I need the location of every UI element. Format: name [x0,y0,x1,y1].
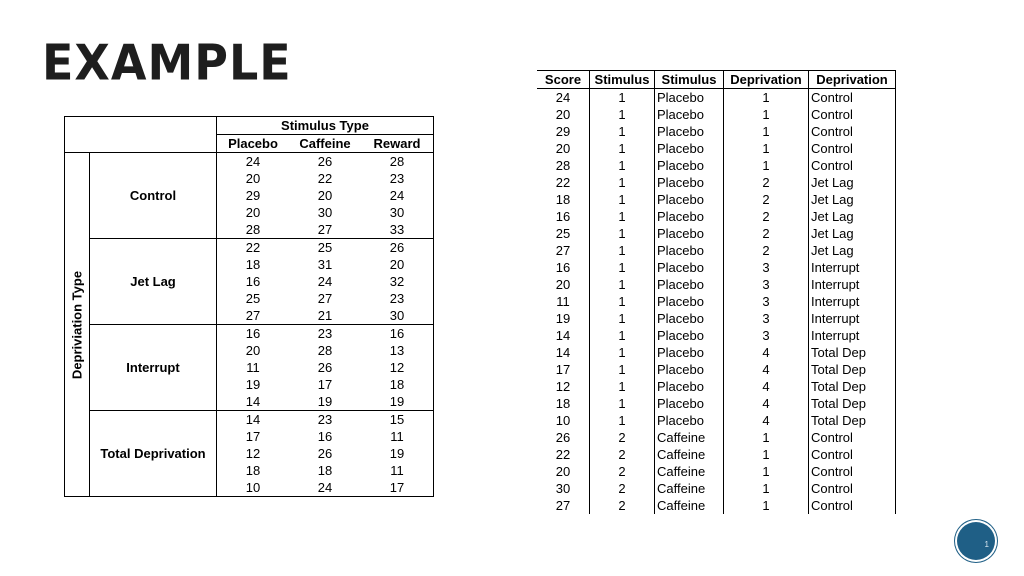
deprivation-code-cell: 4 [724,378,809,395]
score-cell: 25 [555,225,571,241]
crosstab-cell: 30 [317,205,333,220]
deprivation-code-cell: 1 [724,429,809,446]
stimulus-code-cell: 1 [590,123,655,140]
crosstab-cell: 17 [317,377,333,392]
table-row [537,242,896,259]
crosstab-cell: 18 [361,376,434,393]
crosstab-cell: 31 [317,257,333,272]
deprivation-name-cell: Control [809,429,896,446]
crosstab-cell: 27 [289,221,361,239]
crosstab-cell: 19 [361,393,434,411]
deprivation-name-cell: Control [809,140,896,157]
table-row [537,310,896,327]
crosstab-cell: 24 [289,479,361,497]
score-cell: 10 [555,412,571,428]
stimulus-code-cell: 1 [590,174,655,191]
stimulus-code-cell: 1 [590,140,655,157]
crosstab-cell: 14 [217,393,290,411]
score-cell: 29 [555,123,571,139]
stimulus-code-cell: 1 [590,344,655,361]
deprivation-name-cell: Total Dep [809,395,896,412]
stimulus-name-cell: Placebo [655,412,724,429]
crosstab-cell: 23 [317,326,333,341]
deprivation-code-cell: 3 [724,293,809,310]
crosstab-cell: 28 [317,343,333,358]
table-row [537,140,896,157]
crosstab-cell: 27 [217,307,290,325]
deprivation-code-cell: 1 [724,157,809,174]
crosstab-cell: 24 [317,274,333,289]
deprivation-name-cell: Control [809,446,896,463]
crosstab-cell: 24 [217,153,290,171]
table-row [537,497,896,514]
table-row [537,412,896,429]
crosstab-cell: 23 [361,170,434,187]
score-cell: 18 [555,395,571,411]
score-cell: 27 [555,242,571,258]
stimulus-name-cell: Placebo [655,344,724,361]
deprivation-name-cell: Jet Lag [809,191,896,208]
stimulus-name-cell: Caffeine [655,446,724,463]
score-cell: 30 [555,480,571,496]
stimulus-code-cell: 1 [590,378,655,395]
deprivation-code-cell: 2 [724,174,809,191]
crosstab-cell: 33 [361,221,434,239]
crosstab-cell: 21 [289,307,361,325]
table-row [537,344,896,361]
stimulus-code-cell: 1 [590,293,655,310]
deprivation-name-cell: Control [809,123,896,140]
deprivation-code-cell: 1 [724,106,809,123]
crosstab-cell: 26 [317,154,333,169]
deprivation-code-cell: 2 [724,225,809,242]
crosstab-cell: 19 [217,376,290,393]
crosstab-cell: 13 [361,342,434,359]
deprivation-code-cell: 3 [724,327,809,344]
crosstab-cell: 17 [361,479,434,497]
score-cell: 12 [555,378,571,394]
stimulus-name-cell: Placebo [655,106,724,123]
deprivation-name-cell: Control [809,157,896,174]
group-label-interrupt: Interrupt [90,325,217,411]
score-cell: 28 [555,157,571,173]
stimulus-code-cell: 1 [590,361,655,378]
score-cell: 22 [555,446,571,462]
score-cell: 16 [555,208,571,224]
score-cell: 20 [555,463,571,479]
stimulus-code-cell: 2 [590,463,655,480]
table-row [537,395,896,412]
deprivation-code-cell: 4 [724,361,809,378]
stimulus-code-cell: 2 [590,497,655,514]
long-format-table [537,70,896,514]
crosstab-cell: 15 [361,411,434,429]
table-row [537,378,896,395]
deprivation-name-cell: Jet Lag [809,174,896,191]
deprivation-code-cell: 2 [724,208,809,225]
crosstab-cell: 16 [217,325,290,343]
stimulus-code-cell: 1 [590,412,655,429]
stimulus-code-cell: 1 [590,157,655,174]
crosstab-cell: 19 [289,393,361,411]
stimulus-name-cell: Placebo [655,225,724,242]
deprivation-name-cell: Control [809,106,896,123]
stimulus-name-cell: Caffeine [655,463,724,480]
crosstab-cell: 19 [361,445,434,462]
deprivation-name-cell: Total Dep [809,412,896,429]
stimulus-name-cell: Placebo [655,174,724,191]
table-row [537,157,896,174]
deprivation-name-cell: Control [809,89,896,107]
crosstab-cell: 11 [361,428,434,445]
slide-title: EXAMPLE [42,34,292,92]
crosstab-cell: 18 [217,256,290,273]
deprivation-code-cell: 1 [724,463,809,480]
crosstab-cell: 18 [217,462,290,479]
deprivation-name-cell: Control [809,463,896,480]
crosstab-cell: 16 [317,429,333,444]
crosstab-cell: 22 [217,239,290,257]
score-cell: 16 [555,259,571,275]
stimulus-code-cell: 2 [590,429,655,446]
crosstab-col-header: Caffeine [289,135,361,153]
deprivation-name-cell: Interrupt [809,327,896,344]
deprivation-code-cell: 2 [724,242,809,259]
deprivation-code-cell: 1 [724,140,809,157]
col-header-deprivation-name: Deprivation [809,71,896,89]
stimulus-name-cell: Placebo [655,259,724,276]
crosstab-cell: 23 [317,412,333,427]
crosstab-cell: 10 [217,479,290,497]
crosstab-header-title: Stimulus Type [217,117,434,135]
crosstab-cell: 20 [217,170,290,187]
crosstab-cell: 20 [217,204,290,221]
deprivation-code-cell: 1 [724,123,809,140]
deprivation-code-cell: 1 [724,446,809,463]
stimulus-code-cell: 1 [590,89,655,107]
stimulus-code-cell: 1 [590,327,655,344]
table-row [537,276,896,293]
group-label-control: Control [90,153,217,239]
deprivation-code-cell: 4 [724,344,809,361]
table-row [537,208,896,225]
table-row [537,361,896,378]
crosstab-axis [65,153,90,497]
table-row [537,429,896,446]
table-row [537,293,896,310]
crosstab-cell: 25 [217,290,290,307]
corner-badge-icon [957,522,995,560]
table-row [537,225,896,242]
stimulus-code-cell: 1 [590,259,655,276]
group-label-total-deprivation: Total Deprivation [90,411,217,497]
deprivation-code-cell: 1 [724,497,809,514]
table-row [537,89,896,107]
stimulus-name-cell: Placebo [655,123,724,140]
score-cell: 26 [555,429,571,445]
stimulus-name-cell: Placebo [655,191,724,208]
crosstab-cell: 30 [361,307,434,325]
axis-label-deprivation: Depriviation Type [69,270,85,379]
score-cell: 17 [555,361,571,377]
stimulus-code-cell: 1 [590,310,655,327]
stimulus-name-cell: Placebo [655,208,724,225]
crosstab-cell: 20 [317,188,333,203]
table-row [537,327,896,344]
crosstab-cell: 18 [317,463,333,478]
crosstab-cell: 12 [361,359,434,376]
stimulus-code-cell: 2 [590,446,655,463]
stimulus-code-cell: 1 [590,225,655,242]
stimulus-code-cell: 1 [590,242,655,259]
deprivation-name-cell: Total Dep [809,378,896,395]
deprivation-code-cell: 2 [724,191,809,208]
deprivation-code-cell: 4 [724,412,809,429]
stimulus-code-cell: 2 [590,480,655,497]
crosstab-cell: 20 [217,342,290,359]
col-header-stimulus-code: Stimulus [590,71,655,89]
score-cell: 19 [555,310,571,326]
deprivation-code-cell: 1 [724,480,809,497]
stimulus-name-cell: Placebo [655,310,724,327]
stimulus-name-cell: Caffeine [655,497,724,514]
stimulus-code-cell: 1 [590,276,655,293]
crosstab-cell: 11 [217,359,290,376]
crosstab-cell: 16 [217,273,290,290]
crosstab-col-header: Reward [361,135,434,153]
crosstab-cell: 27 [317,291,333,306]
table-row [537,123,896,140]
stimulus-code-cell: 1 [590,208,655,225]
deprivation-name-cell: Total Dep [809,361,896,378]
col-header-deprivation-code: Deprivation [724,71,809,89]
crosstab-cell: 26 [317,360,333,375]
stimulus-name-cell: Placebo [655,140,724,157]
deprivation-name-cell: Control [809,497,896,514]
stimulus-name-cell: Placebo [655,395,724,412]
crosstab-cell: 28 [361,153,434,171]
stimulus-name-cell: Placebo [655,276,724,293]
badge-text: 1 [984,540,989,549]
stimulus-name-cell: Placebo [655,157,724,174]
table-row [537,191,896,208]
crosstab-cell: 17 [217,428,290,445]
crosstab-cell: 28 [217,221,290,239]
deprivation-code-cell: 3 [724,310,809,327]
deprivation-name-cell: Jet Lag [809,242,896,259]
crosstab-cell: 26 [317,446,333,461]
crosstab-table [64,116,434,497]
deprivation-code-cell: 4 [724,395,809,412]
stimulus-name-cell: Caffeine [655,480,724,497]
deprivation-code-cell: 1 [724,89,809,107]
crosstab-cell: 24 [361,187,434,204]
score-cell: 20 [555,276,571,292]
stimulus-code-cell: 1 [590,191,655,208]
table-row [537,174,896,191]
score-cell: 20 [555,140,571,156]
crosstab-cell: 23 [361,290,434,307]
crosstab-cell: 29 [217,187,290,204]
crosstab-cell: 22 [317,171,333,186]
col-header-score: Score [537,71,590,89]
deprivation-name-cell: Total Dep [809,344,896,361]
score-cell: 11 [556,293,570,309]
deprivation-name-cell: Interrupt [809,310,896,327]
stimulus-code-cell: 1 [590,395,655,412]
table-row [537,106,896,123]
table-row [537,480,896,497]
stimulus-code-cell: 1 [590,106,655,123]
score-cell: 27 [555,497,571,513]
score-cell: 22 [555,174,571,190]
crosstab-cell: 16 [361,325,434,343]
long-table-body [537,89,896,515]
table-row [537,259,896,276]
deprivation-code-cell: 3 [724,259,809,276]
stimulus-name-cell: Placebo [655,361,724,378]
col-header-stimulus-name: Stimulus [655,71,724,89]
score-cell: 24 [555,89,571,105]
deprivation-name-cell: Interrupt [809,259,896,276]
table-row [537,446,896,463]
stimulus-name-cell: Placebo [655,242,724,259]
deprivation-name-cell: Jet Lag [809,225,896,242]
crosstab-cell: 25 [317,240,333,255]
stimulus-name-cell: Placebo [655,293,724,310]
stimulus-name-cell: Caffeine [655,429,724,446]
deprivation-name-cell: Jet Lag [809,208,896,225]
stimulus-name-cell: Placebo [655,327,724,344]
score-cell: 14 [555,327,571,343]
score-cell: 18 [555,191,571,207]
stimulus-name-cell: Placebo [655,89,724,107]
table-row [537,463,896,480]
crosstab-cell: 14 [217,411,290,429]
crosstab-corner [65,117,217,153]
group-label-jet-lag: Jet Lag [90,239,217,325]
crosstab-cell: 32 [361,273,434,290]
crosstab-cell: 11 [361,462,434,479]
deprivation-name-cell: Interrupt [809,293,896,310]
crosstab-cell: 20 [361,256,434,273]
score-cell: 20 [555,106,571,122]
crosstab-cell: 26 [361,239,434,257]
deprivation-name-cell: Control [809,480,896,497]
crosstab-cell: 30 [361,204,434,221]
score-cell: 14 [555,344,571,360]
deprivation-name-cell: Interrupt [809,276,896,293]
crosstab-cell: 12 [217,445,290,462]
crosstab-col-header: Placebo [217,135,290,153]
stimulus-name-cell: Placebo [655,378,724,395]
deprivation-code-cell: 3 [724,276,809,293]
